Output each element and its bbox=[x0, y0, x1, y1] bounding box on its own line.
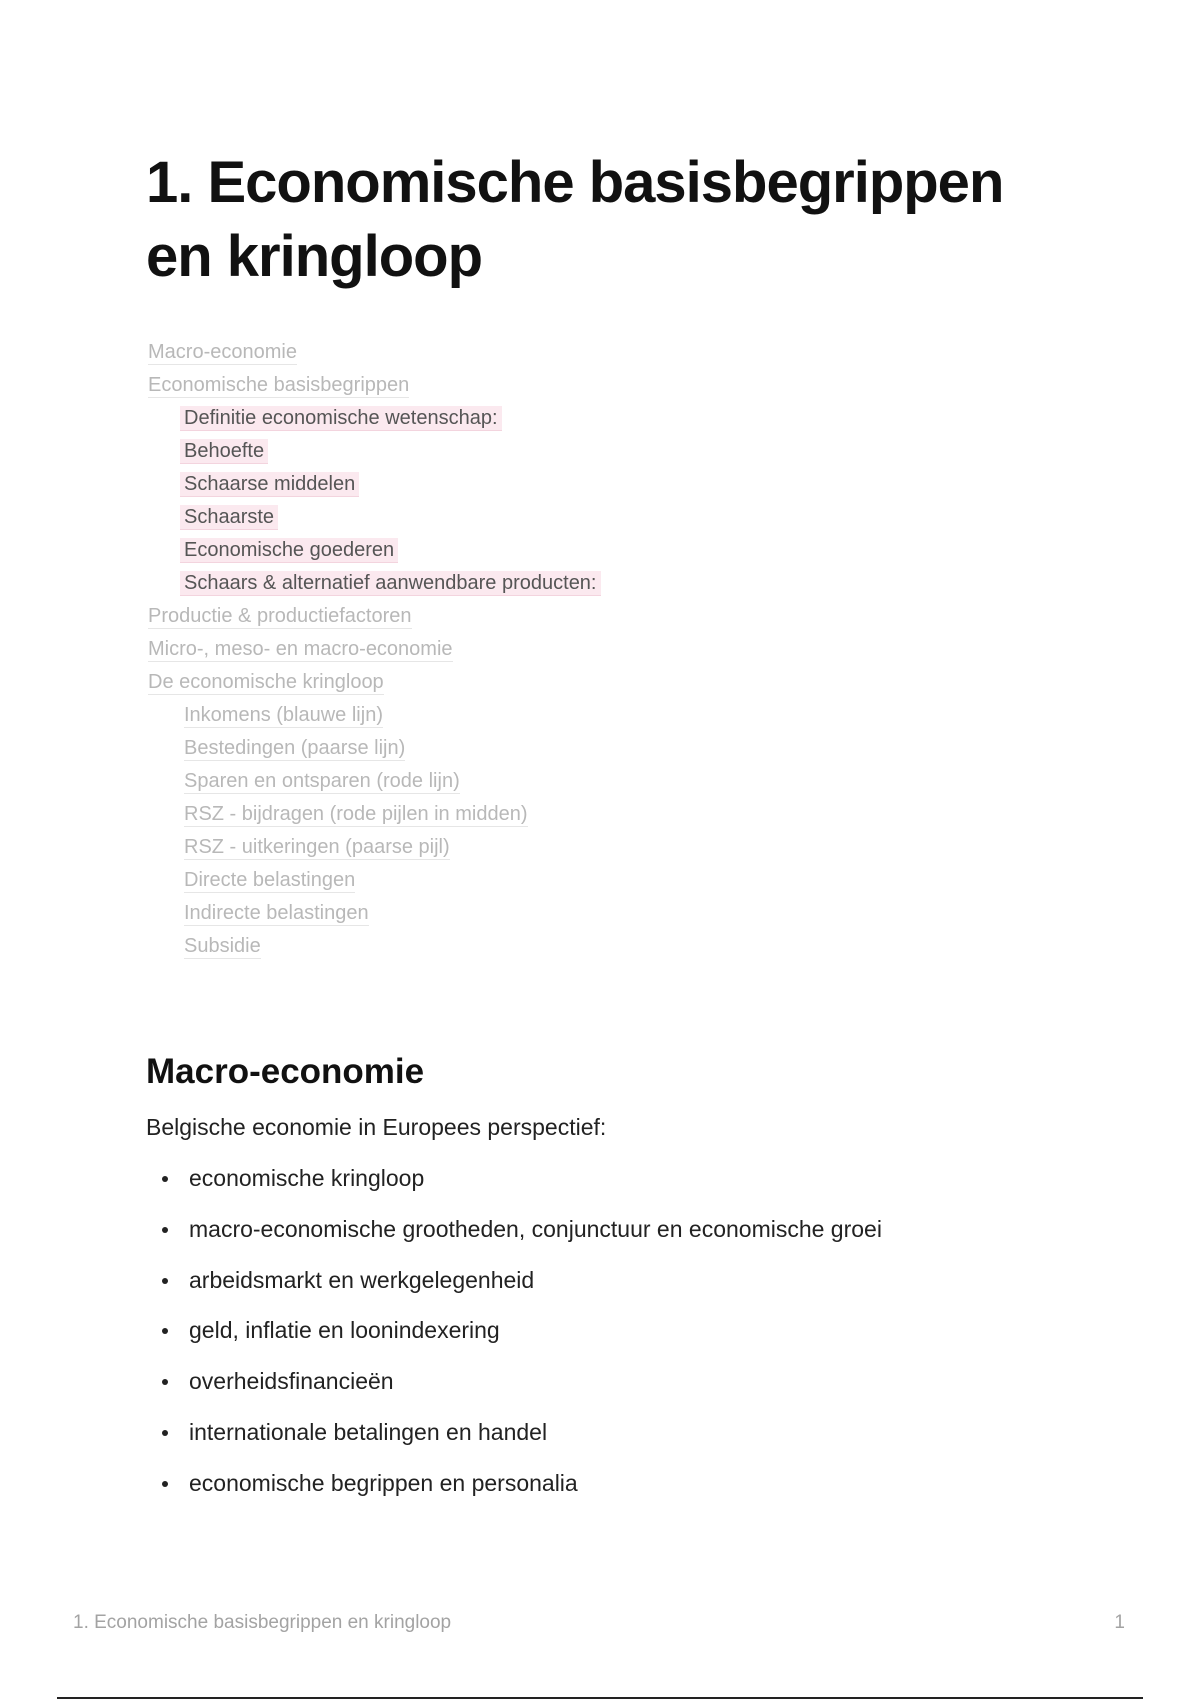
toc-item[interactable]: Micro-, meso- en macro-economie bbox=[148, 638, 453, 660]
toc-item[interactable]: Economische basisbegrippen bbox=[148, 374, 410, 396]
toc-item[interactable]: RSZ - bijdragen (rode pijlen in midden) bbox=[184, 803, 528, 825]
toc-item[interactable]: Bestedingen (paarse lijn) bbox=[184, 737, 406, 759]
list-item: internationale betalingen en handel bbox=[146, 1417, 882, 1468]
toc-item[interactable]: Indirecte belastingen bbox=[184, 902, 369, 924]
list-item: arbeidsmarkt en werkgelegenheid bbox=[146, 1265, 882, 1316]
toc-item[interactable]: RSZ - uitkeringen (paarse pijl) bbox=[184, 836, 450, 858]
footer-title: 1. Economische basisbegrippen en kringloop bbox=[73, 1612, 452, 1633]
page-number: 1 bbox=[1114, 1612, 1125, 1633]
page-title: 1. Economische basisbegrippen en kringloop bbox=[146, 150, 1004, 289]
toc-item[interactable]: Inkomens (blauwe lijn) bbox=[184, 704, 383, 726]
toc-item[interactable]: De economische kringloop bbox=[148, 671, 384, 693]
list-item: overheidsfinancieën bbox=[146, 1366, 882, 1417]
section-heading: Macro-economie bbox=[146, 1052, 425, 1091]
toc-item[interactable]: Productie & productiefactoren bbox=[148, 605, 412, 627]
bullet-list bbox=[146, 1163, 882, 1519]
list-item: economische begrippen en personalia bbox=[146, 1468, 882, 1519]
toc-item[interactable]: Behoefte bbox=[148, 435, 601, 468]
toc-item[interactable]: Schaarste bbox=[148, 501, 601, 534]
toc-item[interactable]: Schaarse middelen bbox=[148, 468, 601, 501]
toc-item[interactable]: Directe belastingen bbox=[184, 869, 356, 891]
footer-divider bbox=[57, 1697, 1143, 1699]
list-item: macro-economische grootheden, conjunctuur en economische groei bbox=[146, 1214, 882, 1265]
section-intro: Belgische economie in Europees perspectief: bbox=[146, 1114, 607, 1140]
toc-item[interactable]: Definitie economische wetenschap: bbox=[148, 402, 601, 435]
table-of-contents bbox=[148, 336, 601, 963]
list-item: economische kringloop bbox=[146, 1163, 882, 1214]
toc-item[interactable]: Sparen en ontsparen (rode lijn) bbox=[184, 770, 460, 792]
toc-item[interactable]: Macro-economie bbox=[148, 341, 297, 363]
toc-item[interactable]: Schaars & alternatief aanwendbare producten: bbox=[148, 567, 601, 600]
list-item: geld, inflatie en loonindexering bbox=[146, 1315, 882, 1366]
toc-item[interactable]: Economische goederen bbox=[148, 534, 601, 567]
toc-item[interactable]: Subsidie bbox=[184, 935, 261, 957]
